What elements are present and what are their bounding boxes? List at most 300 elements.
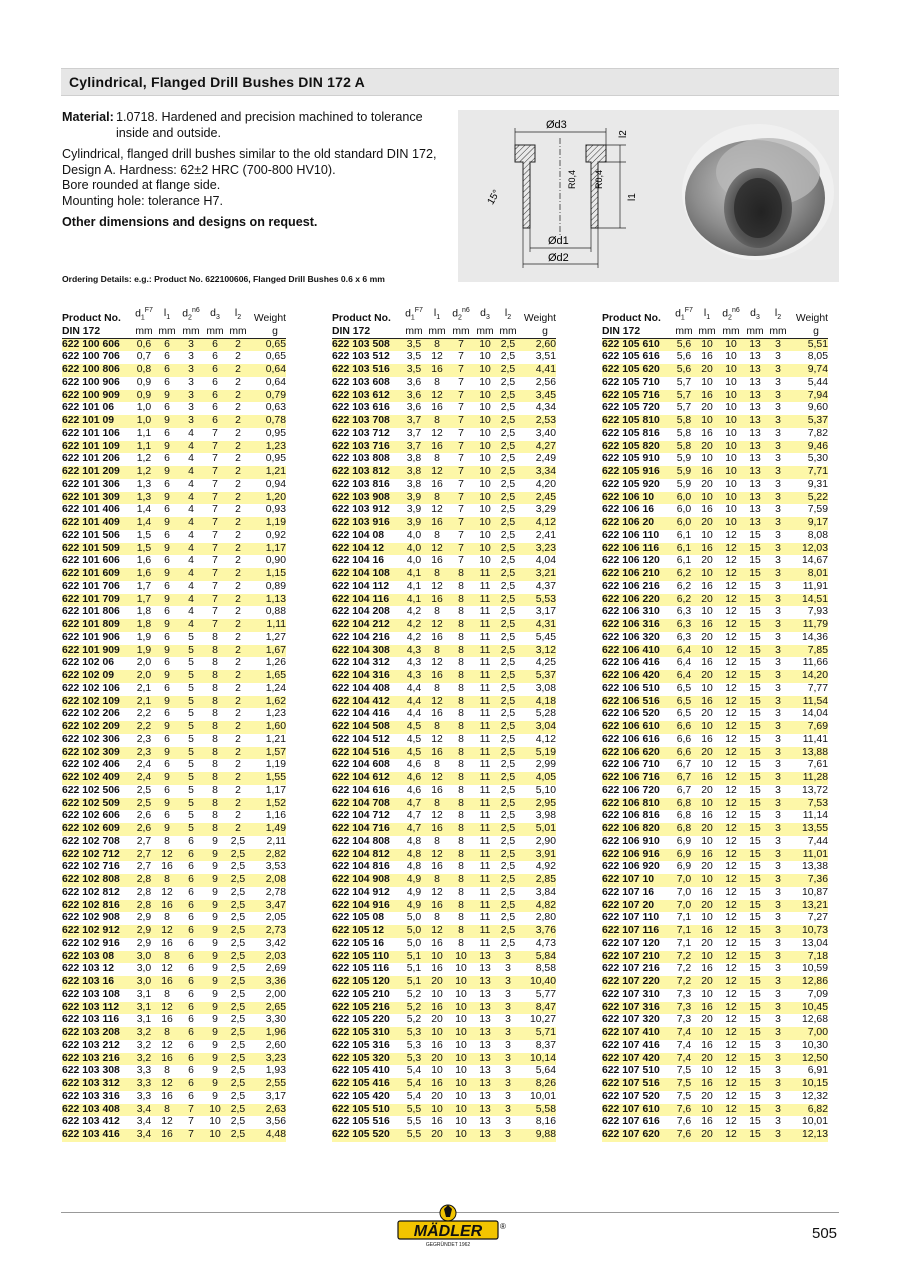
table-row: [602, 530, 828, 543]
table-cell: 5: [188, 644, 194, 656]
table-cell: 15: [749, 912, 761, 924]
table-cell: 10: [725, 491, 737, 503]
table-row: [602, 351, 828, 364]
table-cell: 10,73: [801, 925, 828, 937]
table-cell: 12: [725, 772, 737, 784]
product-number: 622 104 808: [332, 835, 390, 847]
product-number: 622 106 320: [602, 631, 660, 643]
table-cell: 4,31: [535, 619, 556, 631]
table-row: [62, 479, 286, 492]
table-cell: 13: [749, 351, 761, 363]
table-cell: 2: [235, 670, 241, 682]
table-cell: 8: [164, 835, 170, 847]
table-cell: 2,5: [230, 848, 246, 860]
table-cell: 16: [161, 976, 173, 988]
table-cell: 5: [188, 657, 194, 669]
table-cell: 11,01: [802, 848, 828, 860]
table-cell: 7,00: [807, 1027, 828, 1039]
table-cell: 2,5: [500, 899, 516, 911]
table-cell: 6: [164, 759, 170, 771]
product-number: 622 107 410: [602, 1027, 660, 1039]
table-cell: 2: [235, 695, 241, 707]
product-number: 622 103 412: [62, 1116, 120, 1128]
table-cell: 5,37: [807, 415, 828, 427]
table-cell: 13,21: [801, 899, 828, 911]
table-cell: 7: [212, 491, 218, 503]
table-cell: 4,9: [406, 899, 422, 911]
table-cell: 7: [458, 351, 464, 363]
product-number: 622 103 816: [332, 478, 390, 490]
table-cell: 1,7: [136, 580, 152, 592]
table-cell: 3: [775, 1090, 781, 1102]
table-row: [62, 466, 286, 479]
table-cell: 7: [212, 504, 218, 516]
table-cell: 16: [161, 1090, 173, 1102]
table-cell: 5,3: [406, 1027, 422, 1039]
table-cell: 3,40: [535, 427, 556, 439]
table-cell: 3: [505, 1027, 511, 1039]
table-cell: 3: [775, 1129, 781, 1141]
product-number: 622 106 310: [602, 606, 660, 618]
header-weight: Weight: [795, 312, 828, 324]
table-cell: 15: [749, 682, 761, 694]
table-row: [62, 568, 286, 581]
table-cell: 9: [164, 568, 170, 580]
table-cell: 16: [431, 823, 443, 835]
table-cell: 4: [188, 593, 194, 605]
product-number: 622 102 606: [62, 810, 120, 822]
material-text: 1.0718. Hardened and precision machined to tolerance inside and outside.: [116, 110, 423, 140]
table-cell: 10: [701, 376, 713, 388]
table-cell: 0,65: [265, 351, 286, 363]
table-row: [602, 976, 828, 989]
table-cell: 12: [725, 593, 737, 605]
table-cell: 20: [701, 746, 713, 758]
table-cell: 2,5: [500, 389, 516, 401]
table-cell: 2,5: [500, 427, 516, 439]
table-row: [332, 338, 556, 351]
table-row: [602, 708, 828, 721]
material-label: Material:: [62, 110, 114, 124]
table-cell: 6: [164, 631, 170, 643]
table-cell: 7: [212, 542, 218, 554]
table-cell: 12: [431, 848, 443, 860]
table-cell: 2,5: [230, 1078, 246, 1090]
header-unit: mm: [744, 325, 766, 339]
table-cell: 6: [188, 912, 194, 924]
table-cell: 13,55: [801, 823, 828, 835]
table-cell: 8,47: [535, 1001, 556, 1013]
table-cell: 14,04: [801, 708, 828, 720]
table-cell: 5,5: [406, 1116, 422, 1128]
table-cell: 9: [212, 899, 218, 911]
product-number: 622 107 220: [602, 976, 660, 988]
table-row: [62, 810, 286, 823]
product-number: 622 106 120: [602, 555, 660, 567]
table-cell: 2,45: [535, 491, 556, 503]
table-cell: 3: [188, 364, 194, 376]
table-row: [602, 734, 828, 747]
header-d2: $d_2^{n6}$: [182, 307, 200, 322]
table-cell: 2,7: [136, 861, 152, 873]
table-cell: 5: [188, 708, 194, 720]
table-cell: 2,5: [230, 976, 246, 988]
table-row: [602, 1002, 828, 1015]
table-cell: 4,27: [535, 440, 556, 452]
table-cell: 2,5: [500, 364, 516, 376]
table-cell: 13: [749, 504, 761, 516]
table-cell: 6: [164, 453, 170, 465]
table-cell: 1,5: [136, 529, 152, 541]
product-number: 622 105 416: [332, 1078, 390, 1090]
table-cell: 7,69: [807, 721, 828, 733]
table-cell: 7: [458, 478, 464, 490]
table-cell: 2,60: [535, 338, 556, 350]
table-row: [332, 504, 556, 517]
table-cell: 7,44: [807, 835, 828, 847]
table-cell: 7,94: [807, 389, 828, 401]
table-cell: 0,8: [136, 364, 152, 376]
header-product-no: Product No.: [62, 312, 121, 324]
table-cell: 12: [161, 1116, 173, 1128]
table-cell: 5,1: [406, 963, 422, 975]
table-cell: 4,5: [406, 721, 422, 733]
table-cell: 4,3: [406, 644, 422, 656]
table-cell: 2: [235, 593, 241, 605]
product-number: 622 103 12: [62, 963, 115, 975]
table-cell: 7: [188, 1129, 194, 1141]
table-row: [332, 900, 556, 913]
table-cell: 3,2: [136, 1052, 152, 1064]
table-row: [62, 1078, 286, 1091]
table-row: [602, 402, 828, 415]
table-cell: 3: [505, 1014, 511, 1026]
table-cell: 10: [455, 988, 467, 1000]
product-number: 622 103 08: [62, 950, 115, 962]
table-cell: 6: [164, 810, 170, 822]
table-cell: 8: [458, 593, 464, 605]
table-cell: 7,82: [807, 427, 828, 439]
table-cell: 7,85: [807, 644, 828, 656]
table-cell: 16: [701, 733, 713, 745]
table-cell: 5,3: [406, 1039, 422, 1051]
table-cell: 2,5: [500, 733, 516, 745]
table-cell: 3,8: [406, 478, 422, 490]
table-cell: 14,67: [801, 555, 828, 567]
table-cell: 11,91: [802, 580, 828, 592]
table-cell: 6: [188, 1027, 194, 1039]
table-cell: 20: [701, 823, 713, 835]
table-row: [332, 364, 556, 377]
table-cell: 7,0: [676, 899, 692, 911]
product-number: 622 105 610: [602, 338, 660, 350]
table-cell: 7,2: [676, 976, 692, 988]
table-cell: 3,0: [136, 950, 152, 962]
table-row: [62, 785, 286, 798]
table-cell: 15: [749, 759, 761, 771]
table-cell: 5,9: [676, 466, 692, 478]
table-row: [62, 670, 286, 683]
section-view: [515, 145, 606, 228]
table-cell: 1,19: [265, 517, 286, 529]
table-cell: 9: [212, 1090, 218, 1102]
table-cell: 15: [749, 1052, 761, 1064]
table-cell: 12: [725, 580, 737, 592]
table-cell: 2: [235, 568, 241, 580]
table-cell: 3: [775, 886, 781, 898]
table-cell: 2,5: [230, 937, 246, 949]
table-cell: 2,60: [265, 1039, 286, 1051]
table-cell: 0,9: [136, 389, 152, 401]
table-cell: 11,79: [802, 619, 828, 631]
product-number: 622 106 720: [602, 784, 660, 796]
table-cell: 2,5: [500, 784, 516, 796]
table-cell: 16: [431, 440, 443, 452]
table-cell: 3: [775, 644, 781, 656]
table-cell: 3: [775, 937, 781, 949]
table-cell: 2,5: [500, 886, 516, 898]
header-unit: mm: [672, 325, 696, 339]
table-cell: 2,80: [535, 912, 556, 924]
header-l1: $l_1$: [163, 308, 171, 322]
table-cell: 6,2: [676, 593, 692, 605]
registered-mark: ®: [500, 1222, 506, 1231]
table-cell: 16: [701, 389, 713, 401]
table-cell: 4,4: [406, 695, 422, 707]
table-cell: 13: [479, 1078, 491, 1090]
table-cell: 5,2: [406, 1001, 422, 1013]
table-row: [602, 441, 828, 454]
table-cell: 9: [212, 1078, 218, 1090]
table-cell: 11,54: [802, 695, 828, 707]
table-row: [332, 1078, 556, 1091]
table-cell: 3: [775, 835, 781, 847]
table-row: [602, 555, 828, 568]
table-cell: 8: [434, 874, 440, 886]
header-d1: $d_1^{F7}$: [675, 307, 693, 322]
product-number: 622 106 220: [602, 593, 660, 605]
table-cell: 10,01: [801, 1116, 828, 1128]
table-cell: 3,23: [265, 1052, 286, 1064]
table-cell: 6: [188, 963, 194, 975]
table-row: [62, 390, 286, 403]
table-row: [332, 441, 556, 454]
table-cell: 16: [431, 861, 443, 873]
table-row: [602, 364, 828, 377]
table-cell: 9: [212, 861, 218, 873]
table-cell: 2: [235, 772, 241, 784]
table-row: [62, 849, 286, 862]
material-line: [62, 110, 452, 141]
table-cell: 2,5: [230, 950, 246, 962]
table-cell: 2,5: [500, 925, 516, 937]
table-cell: 7,2: [676, 950, 692, 962]
table-cell: 12: [725, 529, 737, 541]
table-cell: 1,26: [265, 657, 286, 669]
table-cell: 12: [431, 657, 443, 669]
table-cell: 16: [431, 402, 443, 414]
table-cell: 20: [701, 364, 713, 376]
table-cell: 3: [505, 1065, 511, 1077]
table-cell: 16: [701, 1001, 713, 1013]
table-cell: 0,92: [265, 529, 286, 541]
table-row: [62, 594, 286, 607]
table-cell: 4,6: [406, 772, 422, 784]
product-number: 622 105 820: [602, 440, 660, 452]
table-cell: 0,6: [136, 338, 152, 350]
table-cell: 16: [431, 364, 443, 376]
table-cell: 0,95: [265, 453, 286, 465]
table-cell: 8: [458, 746, 464, 758]
table-cell: 14,20: [801, 670, 828, 682]
product-number: 622 104 516: [332, 746, 390, 758]
table-cell: 1,16: [265, 810, 286, 822]
table-cell: 15: [749, 1001, 761, 1013]
table-row: [602, 849, 828, 862]
table-cell: 2: [235, 784, 241, 796]
table-cell: 2: [235, 606, 241, 618]
table-cell: 12: [161, 848, 173, 860]
table-cell: 11,66: [802, 657, 828, 669]
product-number: 622 106 410: [602, 644, 660, 656]
table-cell: 10: [701, 529, 713, 541]
table-cell: 13: [749, 478, 761, 490]
product-number: 622 104 08: [332, 529, 385, 541]
table-cell: 13: [749, 389, 761, 401]
table-cell: 2,5: [230, 1052, 246, 1064]
table-cell: 4: [188, 478, 194, 490]
product-number: 622 106 116: [602, 542, 660, 554]
table-cell: 10: [455, 1090, 467, 1102]
table-cell: 3,4: [136, 1116, 152, 1128]
table-cell: 12: [725, 963, 737, 975]
table-row: [62, 402, 286, 415]
table-cell: 6: [188, 1039, 194, 1051]
table-cell: 11: [479, 733, 491, 745]
table-cell: 5: [188, 733, 194, 745]
table-cell: 12: [725, 950, 737, 962]
table-cell: 7: [458, 364, 464, 376]
table-cell: 6: [188, 1001, 194, 1013]
table-row: [332, 849, 556, 862]
table-cell: 10: [455, 1065, 467, 1077]
table-cell: 8: [212, 695, 218, 707]
table-cell: 5,64: [535, 1065, 556, 1077]
table-cell: 8,08: [807, 529, 828, 541]
table-cell: 6: [164, 402, 170, 414]
table-cell: 8: [434, 338, 440, 350]
table-cell: 6: [212, 389, 218, 401]
table-cell: 10: [455, 1116, 467, 1128]
table-row: [332, 785, 556, 798]
table-cell: 10,45: [801, 1001, 828, 1013]
table-cell: 8: [212, 797, 218, 809]
header-d1: $d_1^{F7}$: [135, 307, 153, 322]
table-cell: 13: [479, 1090, 491, 1102]
table-cell: 6: [188, 925, 194, 937]
product-number: 622 107 210: [602, 950, 660, 962]
table-row: [332, 1027, 556, 1040]
table-cell: 12: [725, 835, 737, 847]
table-cell: 4,04: [535, 555, 556, 567]
table-cell: 2,5: [500, 580, 516, 592]
table-cell: 1,2: [136, 466, 152, 478]
table-cell: 20: [701, 861, 713, 873]
table-row: [332, 747, 556, 760]
product-number: 622 103 212: [62, 1039, 120, 1051]
table-cell: 1,21: [265, 733, 286, 745]
table-cell: 11: [479, 759, 491, 771]
table-cell: 4,2: [406, 631, 422, 643]
table-cell: 7,59: [807, 504, 828, 516]
table-cell: 2,5: [500, 631, 516, 643]
table-row: [602, 415, 828, 428]
table-row: [62, 1002, 286, 1015]
table-cell: 8: [434, 759, 440, 771]
table-cell: 3,7: [406, 440, 422, 452]
header-d2: $d_2^{n6}$: [722, 307, 740, 322]
table-cell: 7: [188, 1103, 194, 1115]
table-cell: 15: [749, 925, 761, 937]
product-number: 622 106 510: [602, 682, 660, 694]
table-cell: 4,73: [535, 937, 556, 949]
table-row: [332, 351, 556, 364]
table-cell: 10: [725, 440, 737, 452]
product-number: 622 100 706: [62, 351, 120, 363]
product-number: 622 103 116: [62, 1014, 120, 1026]
table-cell: 2,5: [500, 466, 516, 478]
table-cell: 8: [458, 695, 464, 707]
table-row: [62, 555, 286, 568]
table-cell: 20: [431, 1014, 443, 1026]
table-cell: 1,2: [136, 453, 152, 465]
table-cell: 3: [775, 925, 781, 937]
table-cell: 7,5: [676, 1090, 692, 1102]
product-number: 622 106 920: [602, 861, 660, 873]
table-cell: 2,5: [500, 797, 516, 809]
table-cell: 6: [188, 937, 194, 949]
table-row: [62, 798, 286, 811]
product-number: 622 102 912: [62, 925, 120, 937]
table-cell: 10: [701, 682, 713, 694]
product-number: 622 106 710: [602, 759, 660, 771]
table-row: [602, 1104, 828, 1117]
table-cell: 4,8: [406, 848, 422, 860]
table-cell: 6,9: [676, 835, 692, 847]
product-number: 622 105 516: [332, 1116, 390, 1128]
product-number: 622 102 808: [62, 874, 120, 886]
table-cell: 3: [188, 389, 194, 401]
table-cell: 6,8: [676, 797, 692, 809]
table-row: [332, 963, 556, 976]
header-l2: $l_2$: [234, 308, 242, 322]
product-number: 622 101 109: [62, 440, 120, 452]
table-cell: 11: [479, 937, 491, 949]
table-cell: 10: [701, 606, 713, 618]
table-cell: 8: [434, 835, 440, 847]
table-cell: 12: [725, 848, 737, 860]
table-cell: 3: [505, 1103, 511, 1115]
table-cell: 3: [775, 529, 781, 541]
table-cell: 10: [701, 835, 713, 847]
table-cell: 2: [235, 478, 241, 490]
table-cell: 14,36: [801, 631, 828, 643]
table-cell: 9,88: [535, 1129, 556, 1141]
table-cell: 1,93: [265, 1065, 286, 1077]
product-table-1: [62, 304, 286, 1142]
table-cell: 10: [479, 402, 491, 414]
table-cell: 4,4: [406, 682, 422, 694]
